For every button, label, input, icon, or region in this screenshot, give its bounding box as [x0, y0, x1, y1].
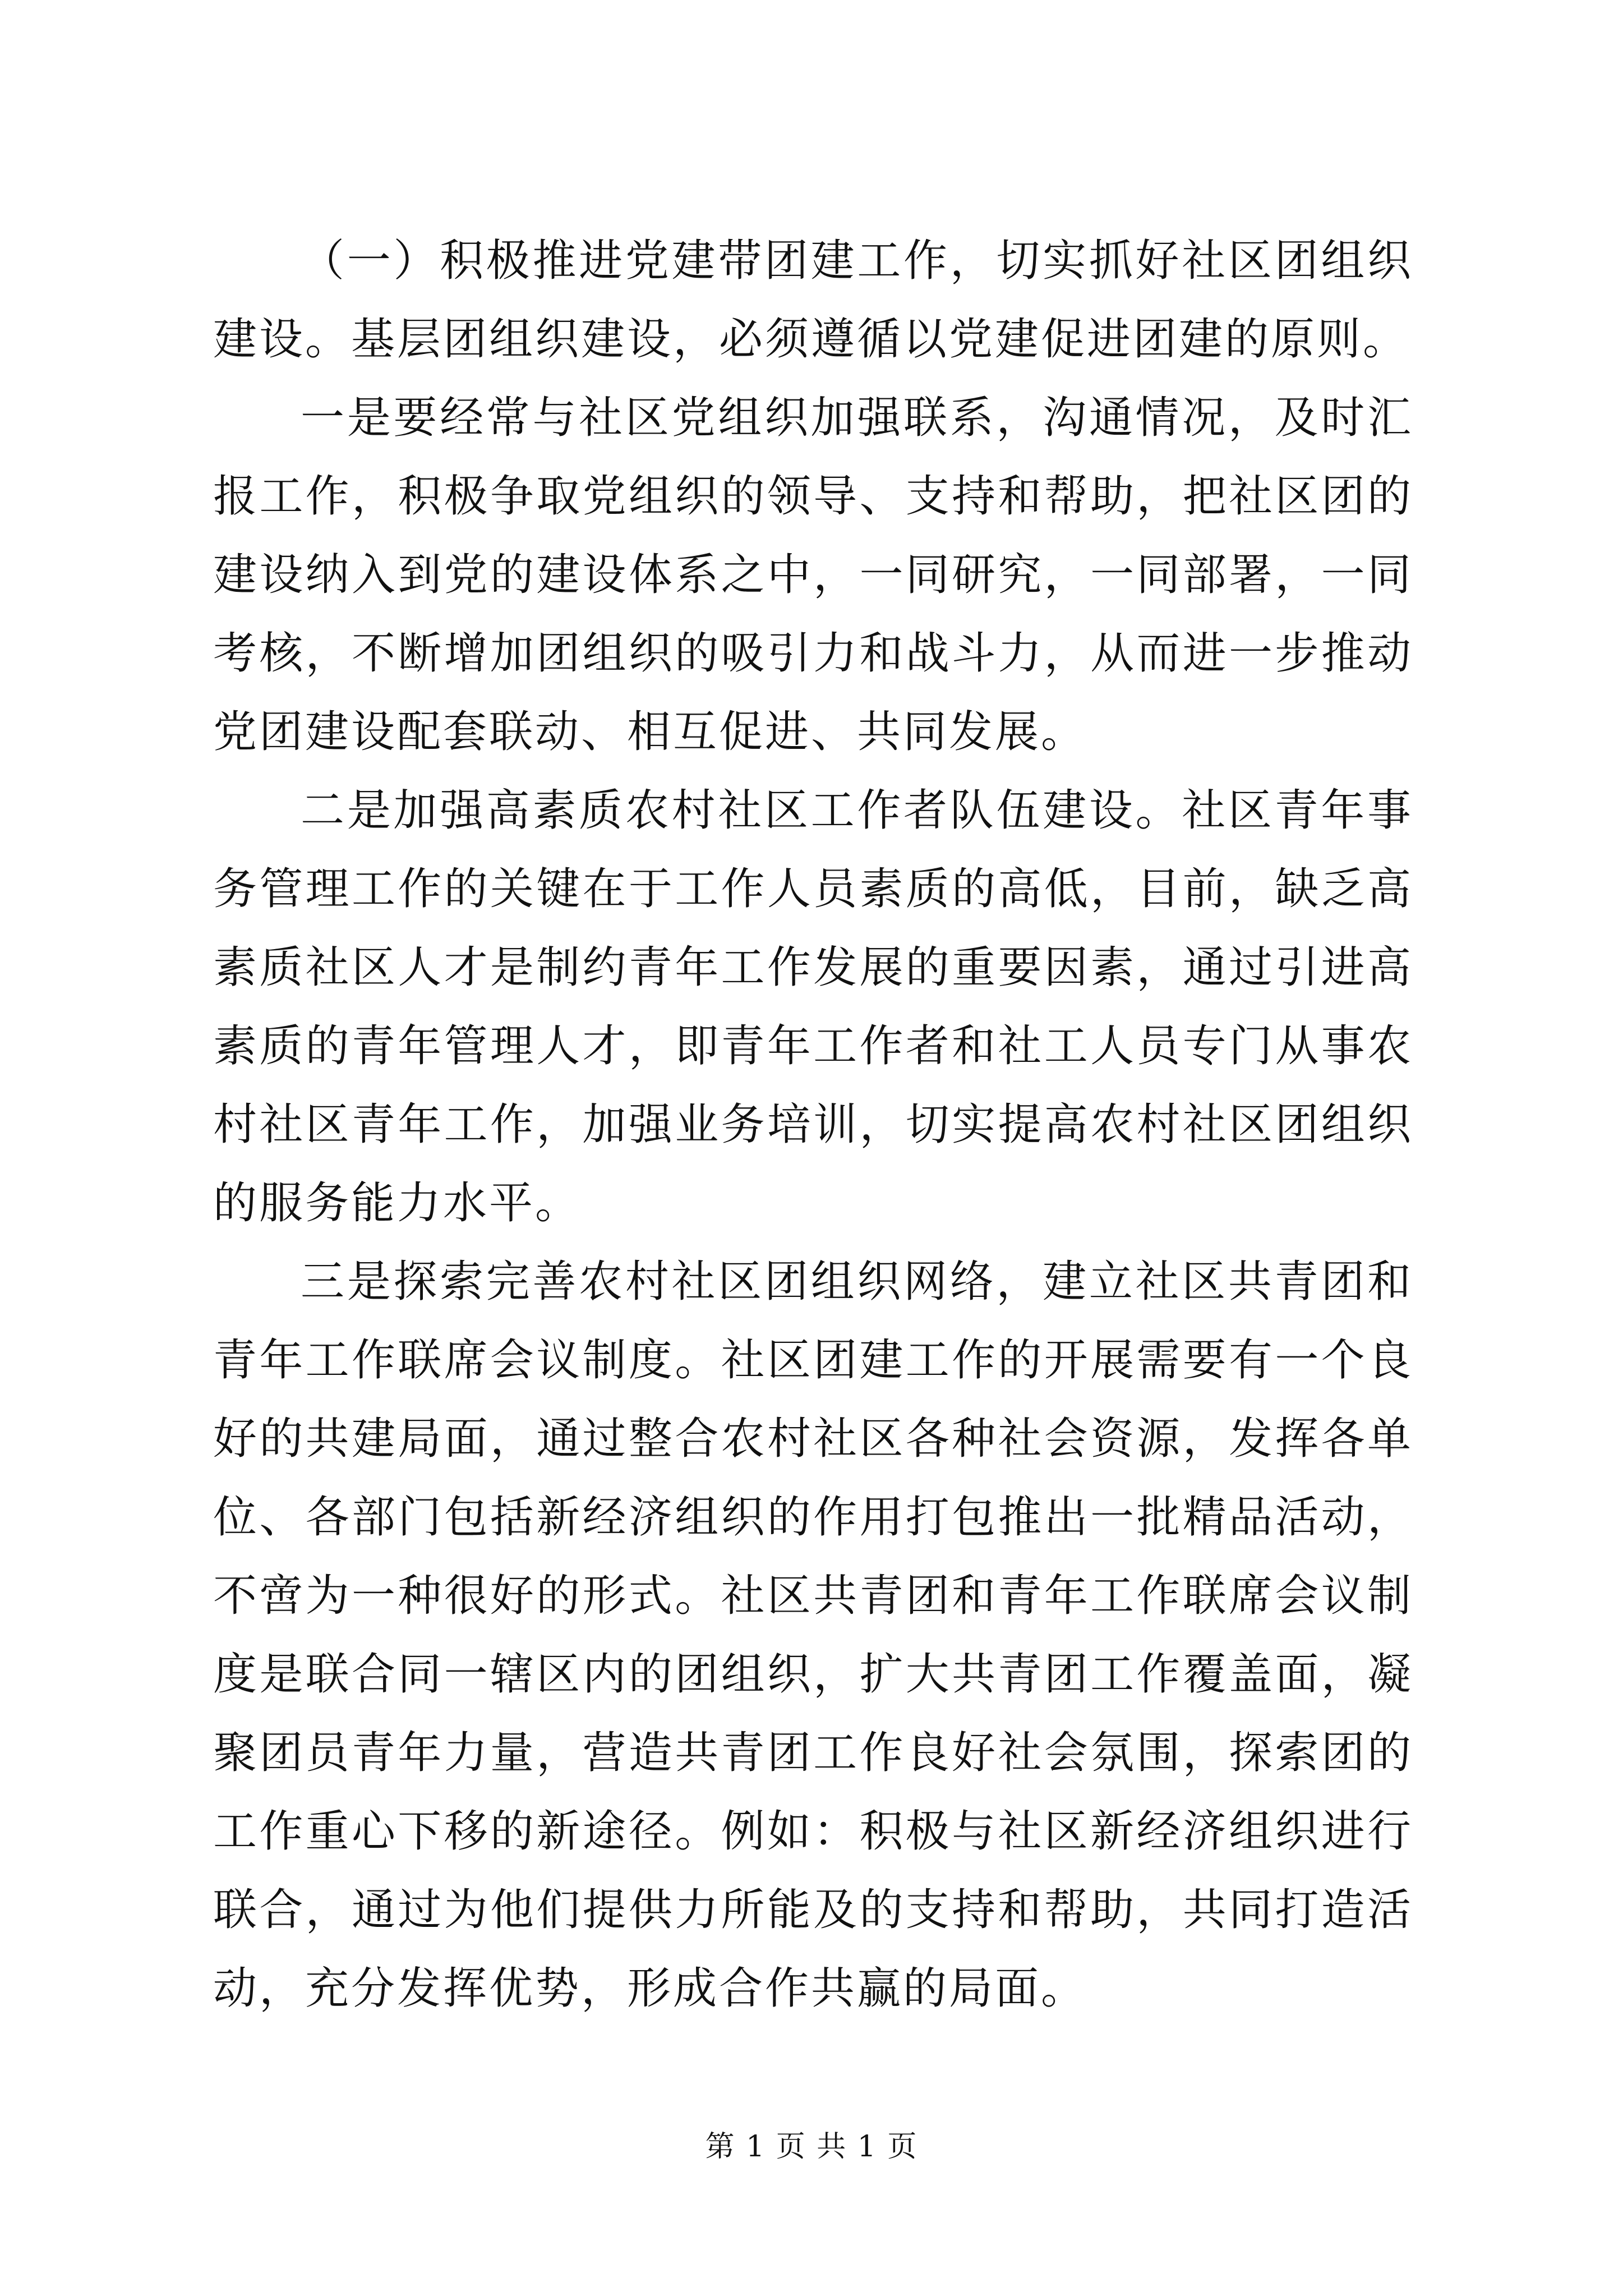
paragraph-1: （一）积极推进党建带团建工作，切实抓好社区团组织建设。基层团组织建设，必须遵循以党建促进团建的原则。 — [213, 236, 1413, 365]
page-footer: 第 1 页 共 1 页 — [705, 2130, 918, 2164]
paragraph-2: 一是要经常与社区党组织加强联系，沟通情况，及时汇报工作，积极争取党组织的领导、支持和帮助，把社区团的建设纳入到党的建设体系之中，一同研究，一同部署，一同考核，不断增加团组织的吸引力和战斗力，从而进一步推动党团建设配套联动、相互促进、共同发展。 — [213, 393, 1413, 757]
paragraph-4: 三是探索完善农村社区团组织网络，建立社区共青团和青年工作联席会议制度。社区团建工作的开展需要有一个良好的共建局面，通过整合农村社区各种社会资源，发挥各单位、各部门包括新经济组织的作用打包推出一批精品活动，不啻为一种很好的形式。社区共青团和青年工作联席会议制度是联合同一辖区内的团组织，扩大共青团工作覆盖面，凝聚团员青年力量，营造共青团工作良好社会氛围，探索团的工作重心下移的新途径。例如：积极与社区新经济组织进行联合，通过为他们提供力所能及的支持和帮助，共同打造活动，充分发挥优势，形成合作共赢的局面。 — [213, 1257, 1413, 2014]
document-body — [213, 222, 1413, 2028]
paragraph-3: 二是加强高素质农村社区工作者队伍建设。社区青年事务管理工作的关键在于工作人员素质的高低，目前，缺乏高素质社区人才是制约青年工作发展的重要因素，通过引进高素质的青年管理人才，即青年工作者和社工人员专门从事农村社区青年工作，加强业务培训，切实提高农村社区团组织的服务能力水平。 — [213, 785, 1413, 1228]
